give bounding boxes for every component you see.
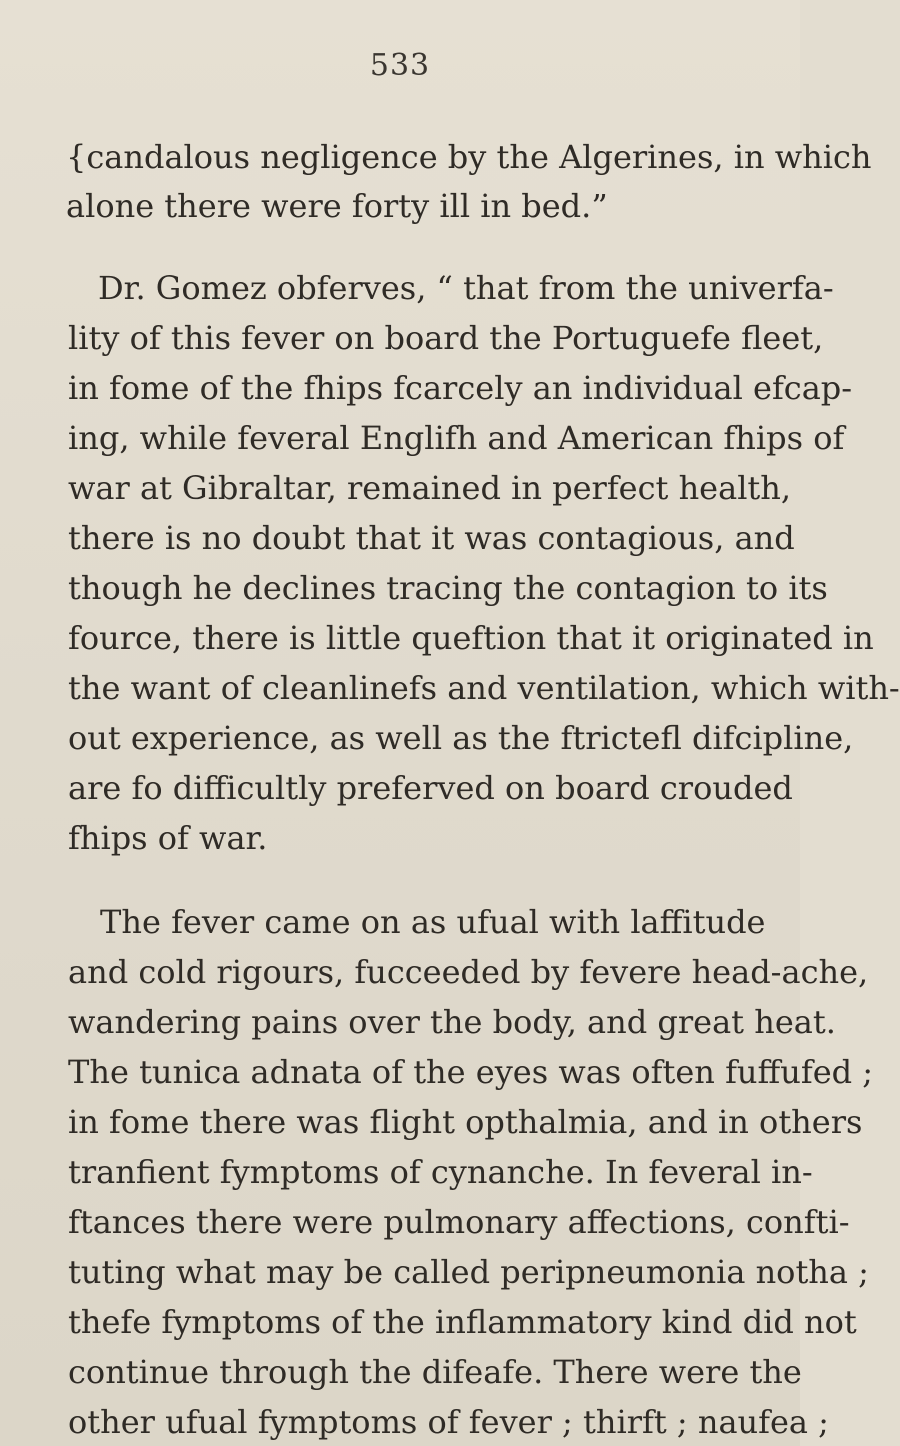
text-line: wandering pains over the body, and great heat. [68, 1003, 836, 1041]
text-line: war at Gibraltar, remained in perfect health, [68, 469, 792, 507]
text-line: the want of cleanlinefs and ventilation, which with- [68, 669, 900, 707]
text-line: other ufual fymptoms of fever ; thirft ; naufea ; [68, 1403, 829, 1441]
text-line: tranfient fymptoms of cynanche. In feveral in- [68, 1153, 813, 1191]
text-line: fhips of war. [68, 819, 268, 857]
text-line: though he declines tracing the contagion to its [68, 569, 828, 607]
page-number: 533 [369, 48, 431, 83]
text-line: and cold rigours, fucceeded by fevere head-ache, [68, 953, 869, 991]
text-line: ftances there were pulmonary affections, confti- [68, 1203, 850, 1241]
text-line: are fo difficultly preferved on board crouded [68, 769, 793, 807]
text-line: The tunica adnata of the eyes was often fuffufed ; [68, 1053, 874, 1091]
text-line: {candalous negligence by the Algerines, in which [66, 138, 872, 176]
text-line: in fome there was flight opthalmia, and in others [68, 1103, 863, 1141]
text-line: out experience, as well as the ftrictefl difcipline, [68, 719, 854, 757]
text-line: fource, there is little queftion that it originated in [68, 619, 874, 657]
text-line: lity of this fever on board the Portuguefe fleet, [68, 319, 824, 357]
text-line: thefe fymptoms of the inflammatory kind did not [68, 1303, 857, 1341]
text-line: The fever came on as ufual with laffitude [100, 903, 766, 941]
text-line: alone there were forty ill in bed.” [66, 187, 608, 225]
text-line: there is no doubt that it was contagious, and [68, 519, 795, 557]
text-line: in fome of the fhips fcarcely an individual efcap- [68, 369, 853, 407]
text-line: continue through the difeafe. There were the [68, 1353, 802, 1391]
text-line: tuting what may be called peripneumonia notha ; [68, 1253, 869, 1291]
text-line: Dr. Gomez obferves, “ that from the univerfa- [98, 269, 834, 307]
text-line: ing, while feveral Englifh and American fhips of [68, 419, 845, 457]
